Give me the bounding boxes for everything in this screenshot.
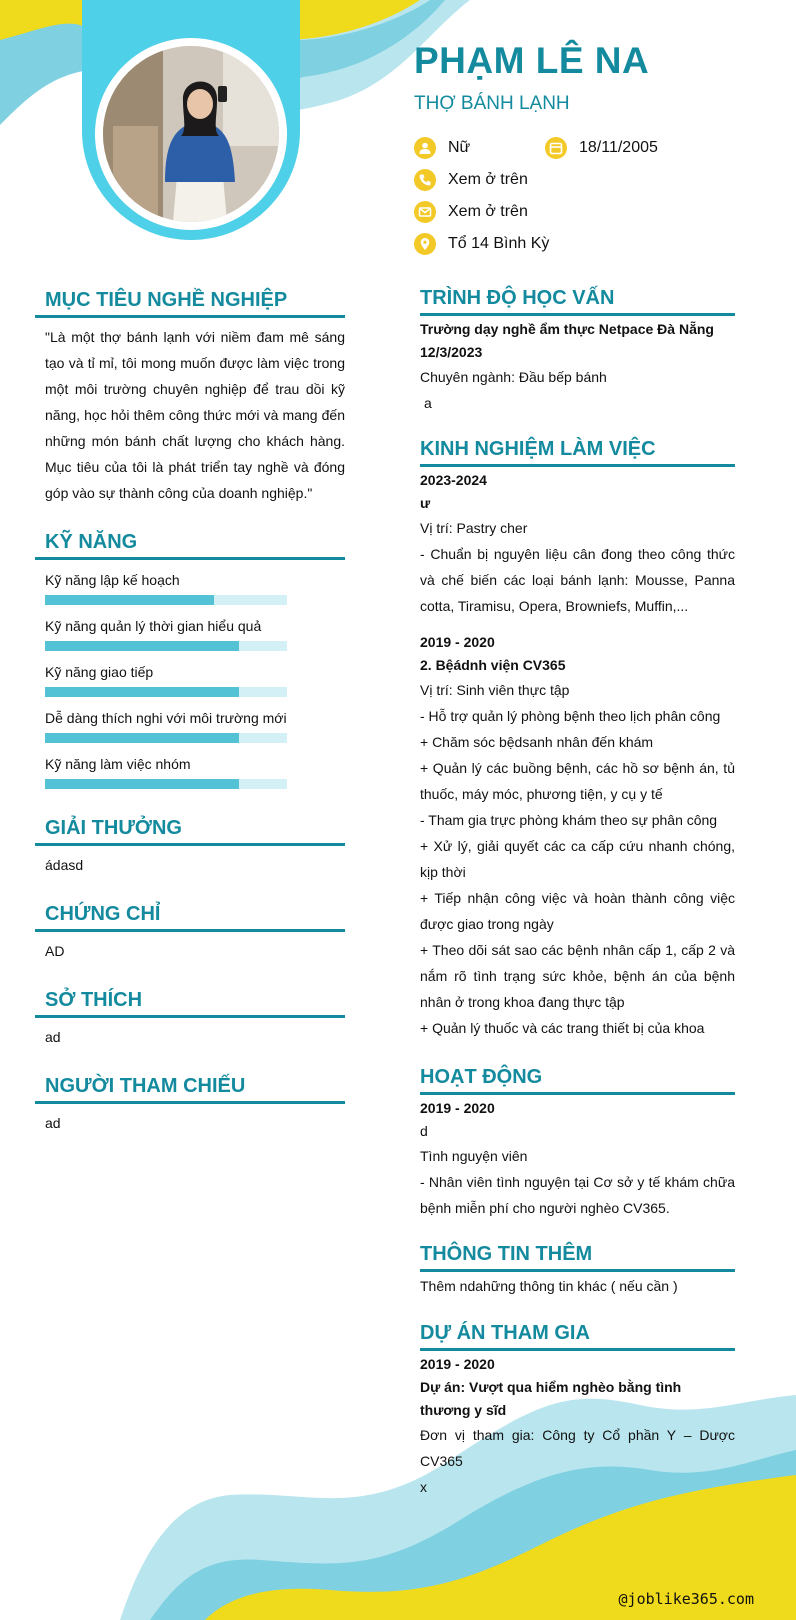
experience-item: [420, 469, 735, 619]
skills-title: KỸ NĂNG: [35, 531, 345, 560]
experience-position: Vị trí: Sinh viên thực tập: [420, 682, 570, 698]
skill-label: Kỹ năng quản lý thời gian hiểu quả: [45, 618, 262, 634]
objective-text: "Là một thợ bánh lạnh với niềm đam mê sáng tạo và tỉ mỉ, tôi mong muốn được làm việc trong một môi trường chuyên nghiệp để trau dồi kỹ năng, học hỏi thêm công thức mới và mang đến những món bánh chất lượng cho khách hàng. Mục tiêu của tôi là phát triển tay nghề và đóng góp vào sự thành công của doanh nghiệp.": [45, 329, 345, 501]
photo-ring: [95, 38, 287, 230]
education-date: 12/3/2023: [420, 344, 483, 360]
certificates-title: CHỨNG CHỈ: [35, 903, 345, 932]
experience-company: 2. Bệádnh viện CV365: [420, 657, 566, 673]
experience-period: 2023-2024: [420, 472, 487, 488]
footer-brand: @joblike365.com: [618, 1590, 754, 1608]
experience-line: - Tham gia trực phòng khám theo sự phân công: [420, 812, 718, 828]
activities-title: HOẠT ĐỘNG: [420, 1066, 735, 1095]
activities-period: 2019 - 2020: [420, 1100, 495, 1116]
projects-org: Đơn vị tham gia: Công ty Cổ phần Y – Dược CV365: [420, 1427, 735, 1469]
references-text: ad: [45, 1115, 61, 1131]
activities-section: [420, 1066, 735, 1221]
skill-bar-fill: [45, 687, 239, 697]
experience-line: - Hỗ trợ quản lý phòng bệnh theo lịch phân công: [420, 708, 721, 724]
skill-label: Kỹ năng làm việc nhóm: [45, 756, 191, 772]
location-pin-icon: [414, 233, 436, 255]
calendar-icon: [545, 137, 567, 159]
skill-bar-track: [45, 641, 287, 651]
phone-icon: [414, 169, 436, 191]
skill-bar-fill: [45, 595, 214, 605]
experience-line: + Theo dõi sát sao các bệnh nhân cấp 1, cấp 2 và nắm rõ tình trạng sức khỏe, bệnh án của bệnh nhân ở trong khoa đang thực tập: [420, 942, 735, 1010]
experience-section: [420, 438, 735, 1041]
awards-text: ádasd: [45, 857, 84, 873]
certificates-text: AD: [45, 943, 65, 959]
phone-row: [414, 169, 528, 191]
job-title: THỢ BÁNH LẠNH: [414, 93, 570, 114]
experience-period: 2019 - 2020: [420, 634, 495, 650]
experience-line: + Xử lý, giải quyết các ca cấp cứu nhanh chóng, kịp thời: [420, 838, 735, 880]
skills-section: [35, 531, 345, 791]
user-icon: [414, 137, 436, 159]
education-school: Trường dạy nghề ẩm thực Netpace Đà Nẵng: [420, 321, 714, 337]
education-title: TRÌNH ĐỘ HỌC VẤN: [420, 287, 735, 316]
skill-label: Kỹ năng giao tiếp: [45, 664, 154, 680]
hobbies-title: SỞ THÍCH: [35, 989, 345, 1018]
experience-line: + Quản lý thuốc và các trang thiết bị của khoa: [420, 1020, 705, 1036]
certificates-section: [35, 903, 345, 964]
avatar: [103, 46, 279, 222]
awards-title: GIẢI THƯỞNG: [35, 817, 345, 846]
education-section: [420, 287, 735, 416]
experience-item: [420, 631, 735, 1041]
address-row: [414, 233, 549, 255]
additional-title: THÔNG TIN THÊM: [420, 1243, 735, 1272]
mail-icon: [414, 201, 436, 223]
skill-bar-track: [45, 687, 287, 697]
education-note: a: [424, 395, 432, 411]
activities-role: Tình nguyện viên: [420, 1148, 528, 1164]
projects-period: 2019 - 2020: [420, 1356, 495, 1372]
photo-frame: [82, 0, 300, 240]
experience-line: - Chuẩn bị nguyên liệu cân đong theo công thức và chế biến các loại bánh lạnh: Mousse, Panna cotta, Tiramisu, Opera, Browniefs, Muffin,...: [420, 546, 735, 614]
skill-item: [45, 755, 287, 789]
skill-item: [45, 571, 287, 605]
email-value: Xem ở trên: [448, 203, 528, 220]
education-major: Chuyên ngành: Đầu bếp bánh: [420, 369, 607, 385]
activities-text: - Nhân viên tình nguyện tại Cơ sở y tế khám chữa bệnh miễn phí cho người nghèo CV365.: [420, 1174, 735, 1216]
skill-bar-fill: [45, 641, 239, 651]
references-section: [35, 1075, 345, 1136]
skill-item: [45, 663, 287, 697]
skill-item: [45, 617, 287, 651]
address-value: Tổ 14 Bình Kỳ: [448, 235, 550, 252]
birthday-value: 18/11/2005: [579, 139, 658, 156]
projects-title: DỰ ÁN THAM GIA: [420, 1322, 735, 1351]
experience-title: KINH NGHIỆM LÀM VIỆC: [420, 438, 735, 467]
projects-section: [420, 1322, 735, 1500]
experience-line: + Chăm sóc bệdsanh nhân đến khám: [420, 734, 654, 750]
skill-bar-fill: [45, 779, 239, 789]
additional-text: Thêm ndahững thông tin khác ( nếu cần ): [420, 1278, 678, 1294]
hobbies-text: ad: [45, 1029, 61, 1045]
birthday-row: [545, 137, 658, 159]
skill-label: Kỹ năng lập kế hoạch: [45, 572, 180, 588]
skill-bar-fill: [45, 733, 239, 743]
skill-bar-track: [45, 779, 287, 789]
top-wave-mid: [0, 24, 90, 125]
additional-section: [420, 1243, 735, 1299]
gender-value: Nữ: [448, 139, 471, 156]
avatar-image: [103, 46, 279, 222]
hobbies-section: [35, 989, 345, 1050]
experience-line: + Tiếp nhận công việc và hoàn thành công việc được giao trong ngày: [420, 890, 735, 932]
gender-row: [414, 137, 470, 159]
experience-position: Vị trí: Pastry cher: [420, 520, 528, 536]
skill-bar-track: [45, 595, 287, 605]
objective-title: MỤC TIÊU NGHỀ NGHIỆP: [35, 289, 345, 318]
awards-section: [35, 817, 345, 878]
skill-item: [45, 709, 287, 743]
activities-org: d: [420, 1123, 428, 1139]
projects-name: Dự án: Vượt qua hiểm nghèo bằng tình thương y sĩd: [420, 1379, 682, 1418]
candidate-name: PHẠM LÊ NA: [414, 40, 650, 81]
experience-company: ư: [420, 495, 431, 511]
projects-note: x: [420, 1479, 427, 1495]
references-title: NGƯỜI THAM CHIẾU: [35, 1075, 345, 1104]
skill-bar-track: [45, 733, 287, 743]
skill-label: Dễ dàng thích nghi với môi trường mới: [45, 710, 287, 726]
phone-value: Xem ở trên: [448, 171, 528, 188]
objective-section: [35, 289, 345, 506]
email-row: [414, 201, 528, 223]
experience-line: + Quản lý các buồng bệnh, các hồ sơ bệnh án, tủ thuốc, máy móc, phương tiện, y cụ y tế: [420, 760, 735, 802]
